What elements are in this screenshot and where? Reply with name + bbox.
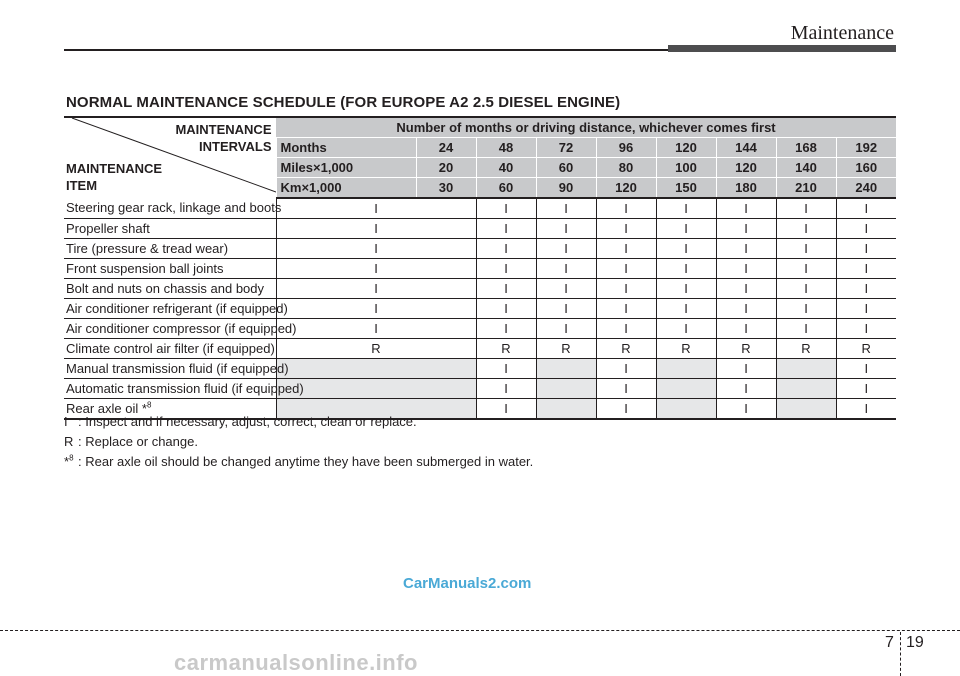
schedule-cell: I <box>476 219 536 239</box>
schedule-cell: I <box>716 198 776 219</box>
maintenance-item <box>64 379 304 399</box>
schedule-cell: I <box>276 198 476 219</box>
schedule-cell: R <box>716 339 776 359</box>
table-row <box>64 279 896 299</box>
interval-value: 20 <box>416 158 476 178</box>
schedule-cell: I <box>716 279 776 299</box>
item-label: Automatic transmission fluid (if equipped) <box>66 380 304 396</box>
schedule-title: NORMAL MAINTENANCE SCHEDULE (FOR EUROPE A2 2.5 DIESEL ENGINE) <box>66 94 621 111</box>
schedule-cell: R <box>476 339 536 359</box>
interval-value: 40 <box>476 158 536 178</box>
interval-value: 120 <box>596 178 656 199</box>
schedule-cell: R <box>596 339 656 359</box>
schedule-cell: R <box>536 339 596 359</box>
schedule-cell: I <box>536 198 596 219</box>
interval-unit: Months <box>276 138 416 158</box>
table-row <box>64 219 896 239</box>
interval-value: 60 <box>476 178 536 199</box>
schedule-cell: I <box>656 259 716 279</box>
schedule-cell <box>656 379 716 399</box>
maintenance-item <box>64 359 289 379</box>
interval-value: 100 <box>656 158 716 178</box>
schedule-cell: I <box>596 319 656 339</box>
schedule-cell <box>776 399 836 420</box>
corner-header-cell <box>64 117 276 198</box>
legend-text: : Replace or change. <box>78 434 198 449</box>
item-label: Climate control air filter (if equipped) <box>66 340 275 356</box>
schedule-cell: R <box>836 339 896 359</box>
schedule-cell: I <box>656 299 716 319</box>
schedule-cell: I <box>776 198 836 219</box>
schedule-cell: R <box>276 339 476 359</box>
schedule-cell: I <box>596 359 656 379</box>
table-row <box>64 239 896 259</box>
schedule-cell: I <box>836 399 896 420</box>
schedule-cell: I <box>716 319 776 339</box>
schedule-cell: I <box>596 239 656 259</box>
span-header: Number of months or driving distance, whichever comes first <box>276 117 896 138</box>
schedule-cell: I <box>776 319 836 339</box>
schedule-cell: I <box>476 299 536 319</box>
schedule-cell: I <box>836 239 896 259</box>
schedule-cell: I <box>776 219 836 239</box>
item-label: Rear axle oil * <box>66 400 147 416</box>
schedule-cell: I <box>656 198 716 219</box>
maintenance-item <box>64 259 276 279</box>
interval-value: 60 <box>536 158 596 178</box>
schedule-cell: I <box>716 259 776 279</box>
schedule-cell: I <box>836 299 896 319</box>
chapter-number: 7 <box>885 634 894 651</box>
watermark[interactable]: CarManuals2.com <box>403 575 532 592</box>
interval-value: 96 <box>596 138 656 158</box>
schedule-cell: I <box>776 299 836 319</box>
schedule-cell: I <box>836 379 896 399</box>
schedule-cell: I <box>776 259 836 279</box>
schedule-cell <box>776 359 836 379</box>
schedule-cell: I <box>476 259 536 279</box>
legend-key <box>64 452 78 472</box>
page-number-separator <box>900 632 901 676</box>
interval-value: 140 <box>776 158 836 178</box>
legend-key-symbol: * <box>64 454 70 469</box>
item-label: Air conditioner compressor (if equipped) <box>66 320 297 336</box>
legend <box>64 412 533 472</box>
interval-value: 180 <box>716 178 776 199</box>
schedule-cell <box>276 359 476 379</box>
maintenance-item <box>64 219 276 239</box>
schedule-cell: I <box>716 239 776 259</box>
item-label: Propeller shaft <box>66 220 150 236</box>
schedule-cell: I <box>476 399 536 420</box>
schedule-cell: I <box>276 239 476 259</box>
interval-value: 168 <box>776 138 836 158</box>
corner-inner <box>64 118 276 194</box>
maintenance-item <box>64 239 276 259</box>
interval-value: 210 <box>776 178 836 199</box>
schedule-cell: I <box>536 299 596 319</box>
section-title: Maintenance <box>790 22 894 44</box>
interval-value: 72 <box>536 138 596 158</box>
maintenance-item <box>64 299 288 319</box>
legend-entry <box>64 412 533 432</box>
schedule-cell: I <box>836 359 896 379</box>
schedule-cell: I <box>716 379 776 399</box>
schedule-cell: I <box>656 319 716 339</box>
interval-value: 48 <box>476 138 536 158</box>
interval-value: 80 <box>596 158 656 178</box>
legend-entry <box>64 432 533 452</box>
corner-label-item: MAINTENANCE ITEM <box>66 161 163 193</box>
interval-value: 240 <box>836 178 896 199</box>
table-row <box>64 299 896 319</box>
interval-value: 30 <box>416 178 476 199</box>
schedule-cell: I <box>656 239 716 259</box>
legend-key-symbol: R <box>64 434 74 449</box>
schedule-cell: I <box>476 319 536 339</box>
schedule-cell: I <box>596 279 656 299</box>
schedule-cell: I <box>596 399 656 420</box>
header-rule <box>64 49 674 51</box>
item-label: Front suspension ball joints <box>66 260 224 276</box>
table-row <box>64 259 896 279</box>
footnote-ref: 8 <box>69 453 74 463</box>
interval-value: 120 <box>716 158 776 178</box>
item-label: Steering gear rack, linkage and boots <box>66 200 282 216</box>
schedule-cell: I <box>836 219 896 239</box>
schedule-cell: I <box>276 259 476 279</box>
schedule-cell: I <box>596 198 656 219</box>
interval-value: 144 <box>716 138 776 158</box>
schedule-cell: I <box>836 319 896 339</box>
schedule-cell: I <box>836 279 896 299</box>
schedule-cell: I <box>476 198 536 219</box>
schedule-cell <box>656 359 716 379</box>
header-row-span <box>64 117 896 138</box>
schedule-cell: I <box>776 279 836 299</box>
interval-unit: Miles×1,000 <box>276 158 416 178</box>
schedule-cell: I <box>476 239 536 259</box>
table-row <box>64 319 896 339</box>
legend-key-symbol: I <box>64 414 68 429</box>
schedule-cell: I <box>656 219 716 239</box>
footer-watermark[interactable]: carmanualsonline.info <box>174 650 418 675</box>
interval-value: 90 <box>536 178 596 199</box>
maintenance-item <box>64 198 282 219</box>
schedule-cell: I <box>276 299 476 319</box>
schedule-cell: I <box>476 359 536 379</box>
interval-unit: Km×1,000 <box>276 178 416 199</box>
schedule-cell: I <box>536 279 596 299</box>
legend-key <box>64 412 78 432</box>
schedule-cell: I <box>596 219 656 239</box>
schedule-cell: I <box>476 279 536 299</box>
schedule-cell <box>536 399 596 420</box>
schedule-cell: I <box>716 359 776 379</box>
page-number: 19 <box>906 634 924 651</box>
item-label: Tire (pressure & tread wear) <box>66 240 229 256</box>
table-row <box>64 359 896 379</box>
legend-text: : Inspect and if necessary, adjust, correct, clean or replace. <box>78 414 417 429</box>
interval-value: 192 <box>836 138 896 158</box>
schedule-cell: I <box>596 379 656 399</box>
interval-value: 150 <box>656 178 716 199</box>
table-row <box>64 198 896 219</box>
schedule-cell: I <box>776 239 836 259</box>
schedule-cell <box>656 399 716 420</box>
interval-value: 160 <box>836 158 896 178</box>
item-label: Manual transmission fluid (if equipped) <box>66 360 289 376</box>
schedule-cell: I <box>536 219 596 239</box>
schedule-cell: I <box>536 319 596 339</box>
schedule-cell: I <box>716 299 776 319</box>
schedule-cell: I <box>596 259 656 279</box>
maintenance-item <box>64 279 276 299</box>
legend-entry <box>64 452 533 472</box>
schedule-cell: I <box>476 379 536 399</box>
schedule-cell <box>776 379 836 399</box>
schedule-cell: I <box>276 319 476 339</box>
schedule-cell: I <box>596 299 656 319</box>
schedule-cell <box>276 379 476 399</box>
schedule-cell: I <box>536 239 596 259</box>
schedule-cell: I <box>836 259 896 279</box>
schedule-cell: R <box>656 339 716 359</box>
schedule-cell: I <box>716 219 776 239</box>
schedule-cell: R <box>776 339 836 359</box>
legend-text: : Rear axle oil should be changed anytime they have been submerged in water. <box>78 454 534 469</box>
maintenance-schedule-table <box>64 116 896 420</box>
schedule-cell <box>536 359 596 379</box>
interval-value: 120 <box>656 138 716 158</box>
schedule-cell: I <box>656 279 716 299</box>
schedule-cell: I <box>276 219 476 239</box>
interval-value: 24 <box>416 138 476 158</box>
item-label: Air conditioner refrigerant (if equipped) <box>66 300 288 316</box>
schedule-cell: I <box>536 259 596 279</box>
table-row <box>64 339 896 359</box>
maintenance-item <box>64 319 297 339</box>
item-label: Bolt and nuts on chassis and body <box>66 280 265 296</box>
maintenance-item <box>64 339 276 359</box>
schedule-cell: I <box>276 279 476 299</box>
footnote-ref: 8 <box>146 400 152 410</box>
header-accent-bar <box>668 45 896 52</box>
schedule-cell: I <box>716 399 776 420</box>
table-row <box>64 379 896 399</box>
corner-label-intervals: MAINTENANCE INTERVALS <box>175 122 272 154</box>
legend-key <box>64 432 78 452</box>
schedule-cell <box>536 379 596 399</box>
schedule-cell: I <box>836 198 896 219</box>
footer-divider <box>0 630 960 631</box>
